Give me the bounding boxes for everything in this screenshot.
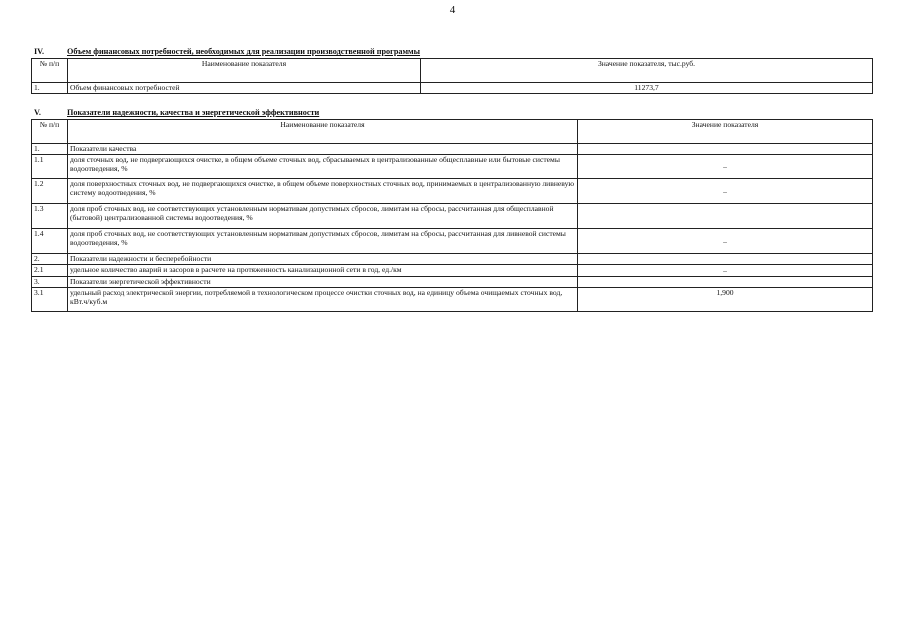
table-row (32, 229, 873, 254)
table-row (32, 204, 873, 229)
table-row (32, 265, 873, 277)
table-row (32, 144, 873, 155)
row-num: 1.3 (32, 204, 68, 229)
row-name: удельное количество аварий и засоров в расчете на протяженность канализационной сети в год, ед./км (68, 265, 578, 277)
table-row (32, 277, 873, 288)
row-value (578, 204, 873, 229)
column-header-num: № п/п (32, 59, 68, 83)
table-row (32, 155, 873, 179)
row-num: 1. (32, 144, 68, 155)
column-header-value: Значение показателя, тыс.руб. (421, 59, 873, 83)
row-num: 1. (32, 83, 68, 94)
section-5-number: V. (34, 108, 41, 117)
section-5-heading (34, 108, 319, 117)
table-row (32, 179, 873, 204)
section-4-title: Объем финансовых потребностей, необходимых для реализации производственной программы (67, 47, 421, 56)
section-4-heading (34, 47, 420, 56)
column-header-name: Наименование показателя (68, 120, 578, 144)
row-num: 1.4 (32, 229, 68, 254)
row-value (578, 144, 873, 155)
row-name: удельный расход электрической энергии, потребляемой в технологическом процессе очистки сточных вод, на единицу объема очищаемых сточных вод, кВт.ч/куб.м (68, 288, 578, 312)
column-header-name: Наименование показателя (68, 59, 421, 83)
row-value (578, 254, 873, 265)
row-num: 2. (32, 254, 68, 265)
table-row (32, 254, 873, 265)
section-5-title: Показатели надежности, качества и энергетической эффективности (67, 108, 320, 117)
row-value: – (578, 229, 873, 254)
column-header-value: Значение показателя (578, 120, 873, 144)
page-number: 4 (449, 4, 456, 16)
column-header-num: № п/п (32, 120, 68, 144)
row-value: – (578, 155, 873, 179)
row-value: – (578, 179, 873, 204)
row-num: 1.2 (32, 179, 68, 204)
row-name: Показатели надежности и бесперебойности (68, 254, 578, 265)
row-name: доля сточных вод, не подвергающихся очистке, в общем объеме сточных вод, сбрасываемых в централизованные общесплавные или бытовые системы водоотведения, % (68, 155, 578, 179)
row-value (578, 277, 873, 288)
table-row (32, 83, 873, 94)
row-num: 1.1 (32, 155, 68, 179)
row-name: доля поверхностных сточных вод, не подвергающихся очистке, в общем объеме поверхностных сточных вод, принимаемых в централизованную ливневую систему водоотведения, % (68, 179, 578, 204)
row-name: Показатели качества (68, 144, 578, 155)
table-header-row (32, 59, 873, 83)
section-5-table (31, 119, 873, 312)
row-name: доля проб сточных вод, не соответствующих установленным нормативам допустимых сбросов, лимитам на сбросы, рассчитанная для ливневой системы водоотведения, % (68, 229, 578, 254)
table-header-row (32, 120, 873, 144)
row-value: – (578, 265, 873, 277)
table-row (32, 288, 873, 312)
row-num: 3.1 (32, 288, 68, 312)
section-4-table (31, 58, 873, 94)
section-4-number: IV. (34, 47, 45, 56)
row-num: 2.1 (32, 265, 68, 277)
row-name: Объем финансовых потребностей (68, 83, 421, 94)
row-value: 11273,7 (421, 83, 873, 94)
row-value: 1,900 (578, 288, 873, 312)
row-num: 3. (32, 277, 68, 288)
row-name: доля проб сточных вод, не соответствующих установленным нормативам допустимых сбросов, лимитам на сбросы, рассчитанная для общесплавной (бытовой) централизованной системы водоотведения, % (68, 204, 578, 229)
row-name: Показатели энергетической эффективности (68, 277, 578, 288)
